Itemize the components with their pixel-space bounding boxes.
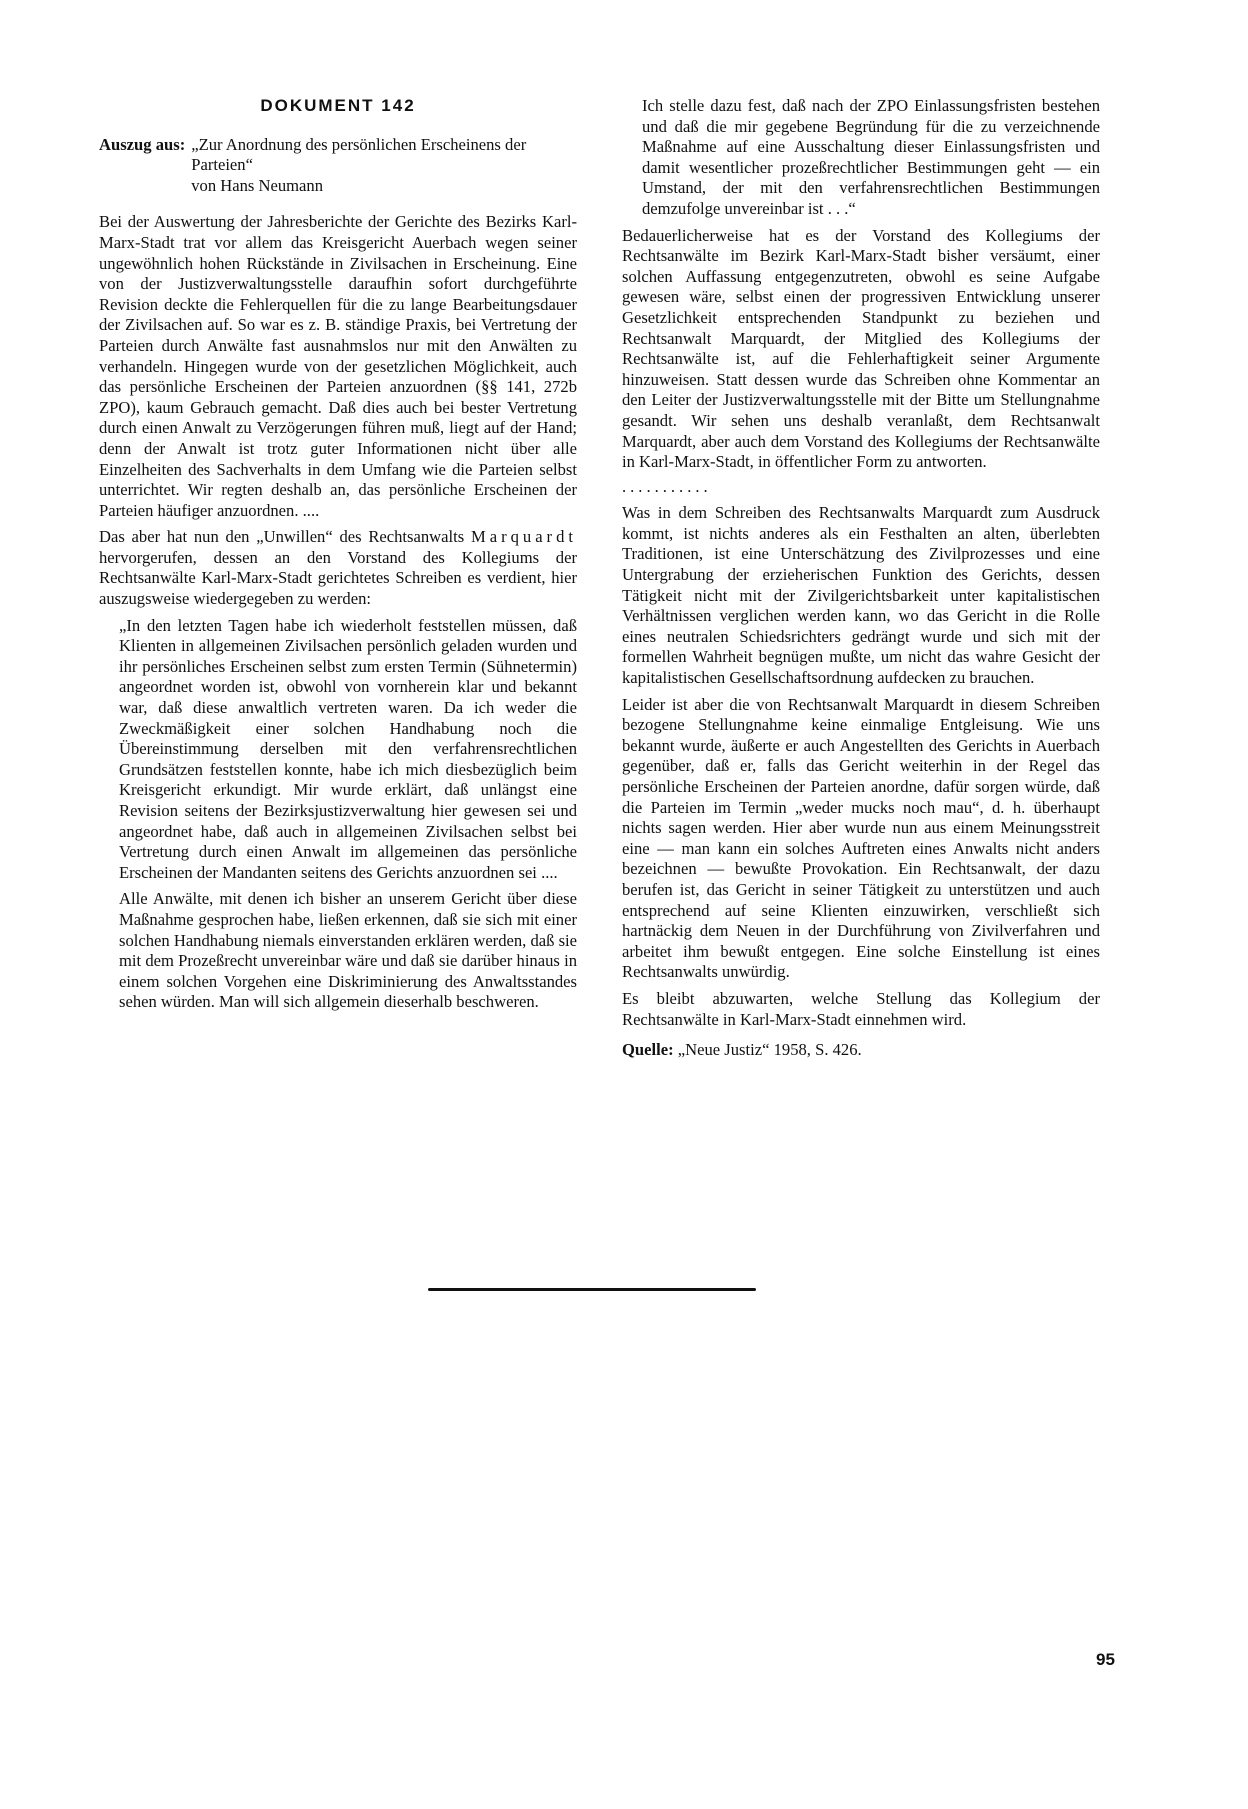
left-column (99, 96, 577, 1019)
right-column (622, 96, 1100, 1067)
paragraph-5: Leider ist aber die von Rechtsanwalt Marquardt in diesem Schreiben bezogene Stellungnahme keine einmalige Entgleisung. Wie uns bekannt wurde, äußerte er auch Angestellten des Gerichts in Auerbach gegenüber, daß er, falls das Gericht weiterhin in der Regel das persönliche Erscheinen der Parteien anordne, dafür sorgen würde, daß die Parteien im Termin „weder mucks noch mau“, d. h. überhaupt nichts sagen werden. Hier aber wurde nun aus einem Meinungsstreit eine — man kann ein solches Auftreten eines Anwalts nicht anders bezeichnen — bewußte Provokation. Ein Rechtsanwalt, der dazu berufen ist, das Gericht in seiner Tätigkeit zu unterstützen und auch entsprechend auf seine Klienten einzuwirken, verschließt sich hartnäckig dem Neuen in der Durchführung von Zivilverfahren und arbeitet ihm bewußt entgegen. Eine solche Einstellung ist eines Rechtsanwalts unwürdig. (622, 694, 1100, 982)
lawyer-name: Marquardt (470, 527, 577, 547)
page-number: 95 (1096, 1650, 1115, 1669)
excerpt-citation (191, 135, 577, 197)
source-text: „Neue Justiz“ 1958, S. 426. (677, 1040, 862, 1060)
closing-rule (428, 1288, 756, 1291)
excerpt-heading (99, 135, 577, 197)
excerpt-label: Auszug aus: (99, 134, 186, 154)
quote-paragraph-3: Ich stelle dazu fest, daß nach der ZPO Einlassungsfristen bestehen und daß die mir gegebene Begründung für die zu verzeichnende Maßnahme auf eine Ausschaltung dieser Einlassungsfristen und damit wesentlicher prozeßrechtlicher Bestimmungen geht — ein Umstand, der mit den verfahrensrechtlichen Bestimmungen demzufolge unvereinbar ist . . .“ (642, 96, 1100, 218)
quote-paragraph-1: „In den letzten Tagen habe ich wiederholt feststellen müssen, daß Klienten in allgemeinen Zivilsachen persönlich geladen wurden und ihr persönliches Erscheinen selbst zum ersten Termin (Sühnetermin) angeordnet worden ist, obwohl von vornherein klar und bekannt war, daß diese anwaltlich vertreten waren. Da ich weder die Zweckmäßigkeit einer solchen Handhabung noch die Übereinstimmung derselben mit den verfahrensrechtlichen Grundsätzen feststellen konnte, habe ich mich diesbezüglich beim Kreisgericht erkundigt. Mir wurde erklärt, daß unlängst eine Revision seitens der Bezirksjustizverwaltung hier gewesen sei und angeordnet habe, daß auch in allgemeinen Zivilsachen selbst bei Vertretung durch einen Anwalt im allgemeinen das persönliche Erscheinen der Mandanten seitens des Gerichts anzuordnen sei .... (119, 615, 577, 882)
paragraph-2 (99, 527, 577, 609)
source-citation (622, 1040, 1100, 1061)
ellipsis-separator: ........... (622, 476, 712, 496)
paragraph-2-after: hervorgerufen, dessen an den Vorstand des Kollegiums der Rechtsanwälte Karl-Marx-Stadt gerichtetes Schreiben es verdient, hier auszugsweise wiedergegeben zu werden: (99, 547, 577, 609)
paragraph-3: Bedauerlicherweise hat es der Vorstand des Kollegiums der Rechtsanwälte im Bezirk Karl-Marx-Stadt bisher versäumt, einer solchen Auffassung entgegenzutreten, obwohl es seine Aufgabe gewesen wäre, selbst einen der progressiven Entwicklung unserer Gesetzlichkeit entsprechenden Standpunkt zu beziehen und Rechtsanwalt Marquardt, der Mitglied des Kollegiums der Rechtsanwälte ist, auf die Fehlerhaftigkeit seiner Argumente hinzuweisen. Statt dessen wurde das Schreiben ohne Kommentar an den Leiter der Justizverwaltungsstelle mit der Bitte um Stellungnahme gesandt. Wir sehen uns deshalb veranlaßt, dem Rechtsanwalt Marquardt, aber auch dem Vorstand des Kollegiums der Rechtsanwälte in Karl-Marx-Stadt, in öffentlicher Form zu antworten. (622, 225, 1100, 472)
document-title: DOKUMENT 142 (260, 96, 416, 115)
paragraph-1: Bei der Auswertung der Jahresberichte der Gerichte des Bezirks Karl-Marx-Stadt trat vor allem das Kreisgericht Auerbach wegen seiner ungewöhnlich hohen Rückstände in Zivilsachen in Erscheinung. Eine von der Justizverwaltungsstelle daraufhin sofort durchgeführte Revision deckte die Fehlerquellen für die zu lange Bearbeitungsdauer der Zivilsachen auf. So war es z. B. ständige Praxis, bei Vertretung der Parteien durch Anwälte fast ausnahmslos nur mit den Anwälten zu verhandeln. Hingegen wurde von der gesetzlichen Möglichkeit, auch das persönliche Erscheinen der Parteien anzuordnen (§§ 141, 272b ZPO), kaum Gebrauch gemacht. Daß dies auch bei bester Vertretung durch einen Anwalt zu Verzögerungen führen muß, liegt auf der Hand; denn der Anwalt ist trotz guter Informationen nicht über alle Einzelheiten des Sachverhalts in dem Umfang wie die Parteien selbst unterrichtet. Wir regten deshalb an, das persönliche Erscheinen der Parteien häufiger anzuordnen. .... (99, 212, 577, 520)
paragraph-6: Es bleibt abzuwarten, welche Stellung das Kollegium der Rechtsanwälte in Karl-Marx-Stadt einnehmen wird. (622, 988, 1100, 1029)
source-label: Quelle: (622, 1040, 674, 1060)
excerpt-title: „Zur Anordnung des persönlichen Erscheinens der Parteien“ (191, 134, 527, 175)
paragraph-2-before: Das aber hat nun den „Unwillen“ des Rechtsanwalts (99, 527, 465, 547)
excerpt-author: von Hans Neumann (191, 175, 324, 195)
quote-paragraph-2: Alle Anwälte, mit denen ich bisher an unserem Gericht über diese Maßnahme gesprochen habe, ließen erkennen, daß sie sich mit einer solchen Handhabung niemals einverstanden erklären werden, daß sie mit dem Prozeßrecht unvereinbar wäre und daß sie darüber hinaus in einem solchen Vorgehen eine Diskriminierung des Anwaltsstandes sehen würden. Man will sich allgemein dieserhalb beschweren. (119, 889, 578, 1012)
paragraph-4: Was in dem Schreiben des Rechtsanwalts Marquardt zum Ausdruck kommt, ist nichts anderes als ein Festhalten an alten, überlebten Traditionen, ist eine Unterschätzung des Zivilprozesses und eine Untergrabung der erzieherischen Funktion des Gerichts, dessen Tätigkeit nicht mit der Zivilgerichtsbarkeit unter kapitalistischen Verhältnissen verglichen werden kann, wo das Gericht in die Rolle eines neutralen Schiedsrichters gedrängt wurde und sich mit der formellen Wahrheit begnügen mußte, um nicht das wahre Gesicht der kapitalistischen Gesellschaftsordnung aufdecken zu brauchen. (622, 503, 1100, 688)
